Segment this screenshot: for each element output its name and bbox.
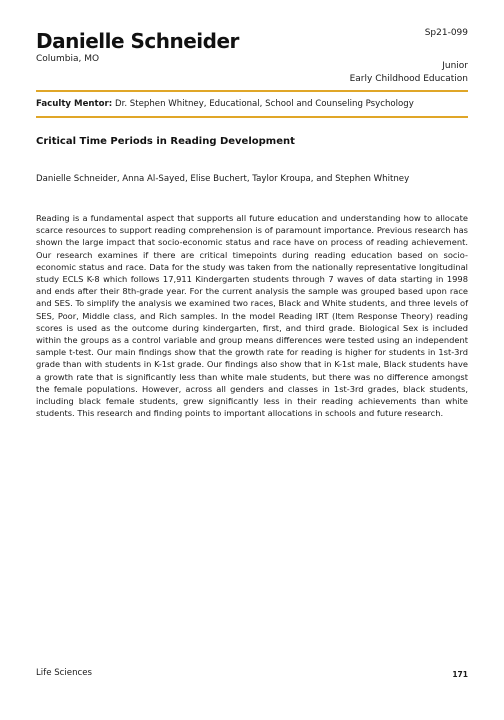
faculty-mentor-label: Faculty Mentor: (36, 99, 113, 109)
page-number: 171 (452, 670, 468, 679)
abstract-title: Critical Time Periods in Reading Development (36, 136, 295, 147)
student-name: Danielle Schneider (36, 29, 239, 53)
faculty-mentor (36, 99, 414, 109)
footer-section: Life Sciences (36, 668, 93, 678)
abstract-code: Sp21-099 (424, 28, 468, 38)
bottom-divider (36, 116, 468, 118)
student-location: Columbia, MO (36, 54, 100, 64)
top-divider (36, 90, 468, 92)
student-major: Early Childhood Education (349, 74, 468, 84)
faculty-mentor-value: Dr. Stephen Whitney, Educational, School and Counseling Psychology (114, 99, 414, 109)
student-year: Junior (442, 61, 468, 71)
author-list: Danielle Schneider, Anna Al-Sayed, Elise Buchert, Taylor Kroupa, and Stephen Whitney (36, 174, 410, 184)
abstract-body: Reading is a fundamental aspect that supports all future education and understanding how to allocate scarce resources to support reading comprehension is of paramount importance. Previous research has shown the large impact that socio-economic status and race have on process of reading achievement. Our research examines if there are critical timepoints during reading education based on socio-economic status and race. Data for the study was taken from the nationally representative longitudinal study ECLS K-8 which follows 17,911 Kindergarten students through 7 waves of data starting in 1998 and ends after their 8th-grade year. For the current analysis the sample was grouped based upon race and SES. To simplify the analysis we examined two races, Black and White students, and three levels of SES, Poor, Middle class, and Rich samples. In the model Reading IRT (Item Response Theory) reading scores is used as the outcome during kindergarten, first, and third grade. Biological Sex is included within the groups as a control variable and group means differences were tested using an independent sample t-test. Our main findings show that the growth rate for reading is higher for students in 1st-3rd grade than with students in K-1st grade. Our findings also show that in K-1st male, Black students have a growth rate that is significantly less than white male students, but there was no difference amongst the female populations. However, across all genders and classes in 1st-3rd grades, black students, including black female students, grew significantly less in their reading achievements than white students. This research and finding points to important allocations in schools and future research. (36, 213, 468, 419)
